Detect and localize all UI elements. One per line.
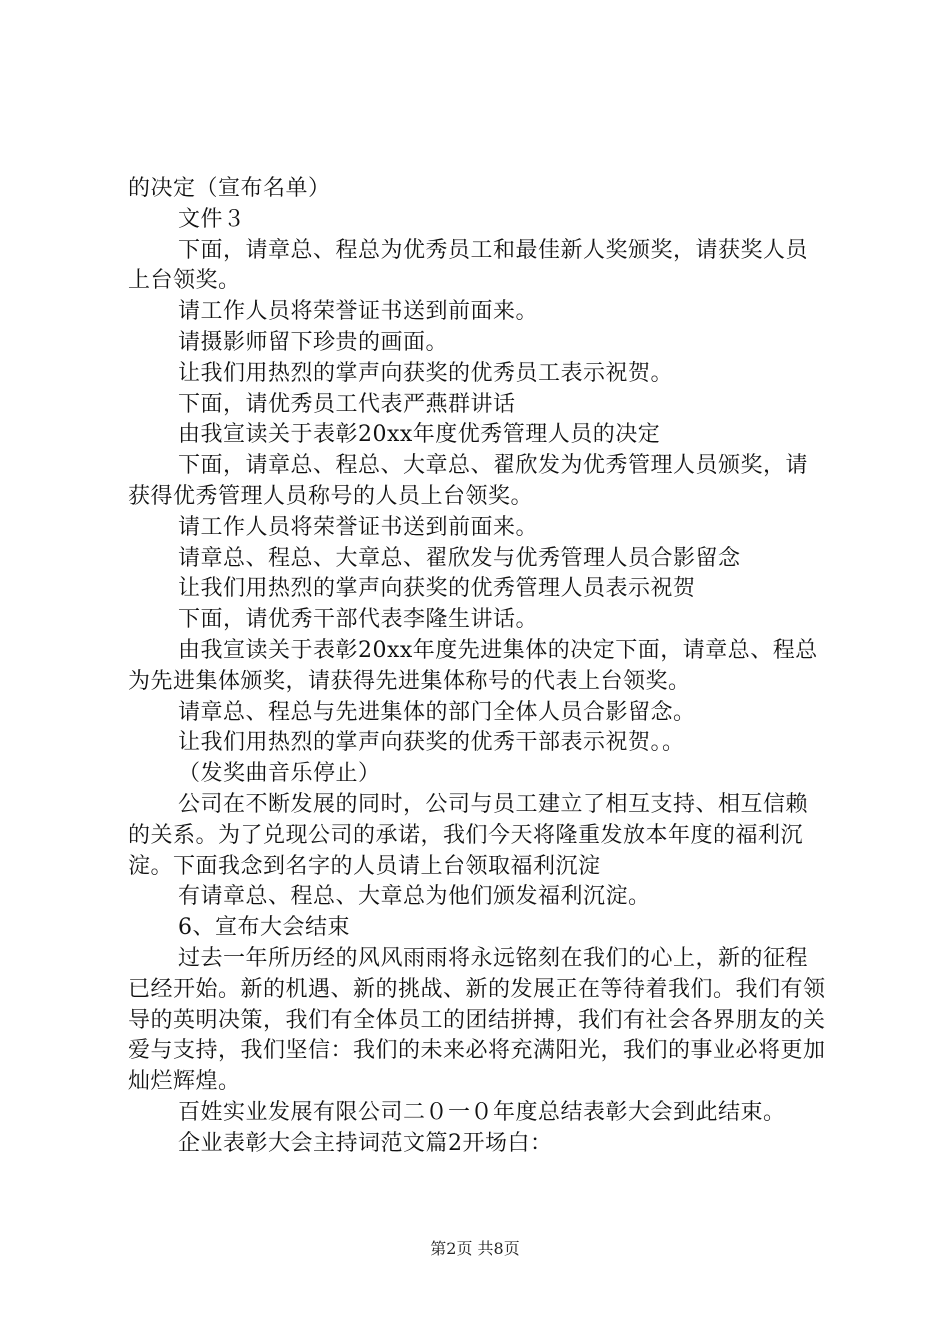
body-paragraph: 请章总、程总、大章总、翟欣发与优秀管理人员合影留念 (178, 545, 741, 571)
body-paragraph: 下面，请章总、程总为优秀员工和最佳新人奖颁奖，请获奖人员上台领奖。 (128, 237, 809, 294)
body-paragraph: 让我们用热烈的掌声向获奖的优秀管理人员表示祝贺 (178, 576, 696, 602)
body-paragraph: 让我们用热烈的掌声向获奖的优秀干部表示祝贺。。 (178, 730, 685, 756)
body-paragraph: （发奖曲音乐停止） (178, 761, 381, 787)
body-paragraph: 让我们用热烈的掌声向获奖的优秀员工表示祝贺。 (178, 360, 674, 386)
body-paragraph: 文件３ (178, 206, 246, 232)
body-paragraph: 下面，请章总、程总、大章总、翟欣发为优秀管理人员颁奖，请获得优秀管理人员称号的人员上台领奖。 (128, 453, 809, 509)
body-paragraph: 请章总、程总与先进集体的部门全体人员合影留念。 (178, 699, 696, 725)
body-paragraph: 由我宣读关于表彰20xx年度先进集体的决定下面，请章总、程总为先进集体颁奖，请获得先进集体称号的代表上台领奖。 (128, 637, 818, 694)
body-paragraph: 的决定（宣布名单） (128, 176, 331, 201)
body-paragraph: 百姓实业发展有限公司二０一０年度总结表彰大会到此结束。 (178, 1099, 786, 1125)
body-paragraph: 请工作人员将荣誉证书送到前面来。 (178, 299, 539, 325)
body-paragraph: 有请章总、程总、大章总为他们颁发福利沉淀。 (178, 884, 651, 910)
page-footer: 第2页 共8页 (430, 1239, 520, 1258)
body-paragraph: 请摄影师留下珍贵的画面。 (178, 329, 449, 355)
body-paragraph: 6、宣布大会结束 (178, 915, 350, 941)
body-paragraph: 下面，请优秀干部代表李隆生讲话。 (178, 607, 539, 633)
document-body (128, 174, 828, 1160)
body-paragraph: 公司在不断发展的同时，公司与员工建立了相互支持、相互信赖的关系。为了兑现公司的承诺，我们今天将隆重发放本年度的福利沉淀。下面我念到名字的人员请上台领取福利沉淀 (128, 791, 809, 879)
body-paragraph: 下面，请优秀员工代表严燕群讲话 (178, 391, 516, 417)
body-paragraph: 企业表彰大会主持词范文篇2开场白： (178, 1130, 553, 1156)
body-paragraph: 过去一年所历经的风风雨雨将永远铭刻在我们的心上，新的征程已经开始。新的机遇、新的挑战、新的发展正在等待着我们。我们有领导的英明决策，我们有全体员工的团结拼搏，我们有社会各界朋友的关爱与支持，我们坚信：我们的未来必将充满阳光，我们的事业必将更加灿烂辉煌。 (128, 945, 826, 1095)
body-paragraph: 请工作人员将荣誉证书送到前面来。 (178, 514, 539, 540)
body-paragraph: 由我宣读关于表彰20xx年度优秀管理人员的决定 (178, 422, 661, 448)
